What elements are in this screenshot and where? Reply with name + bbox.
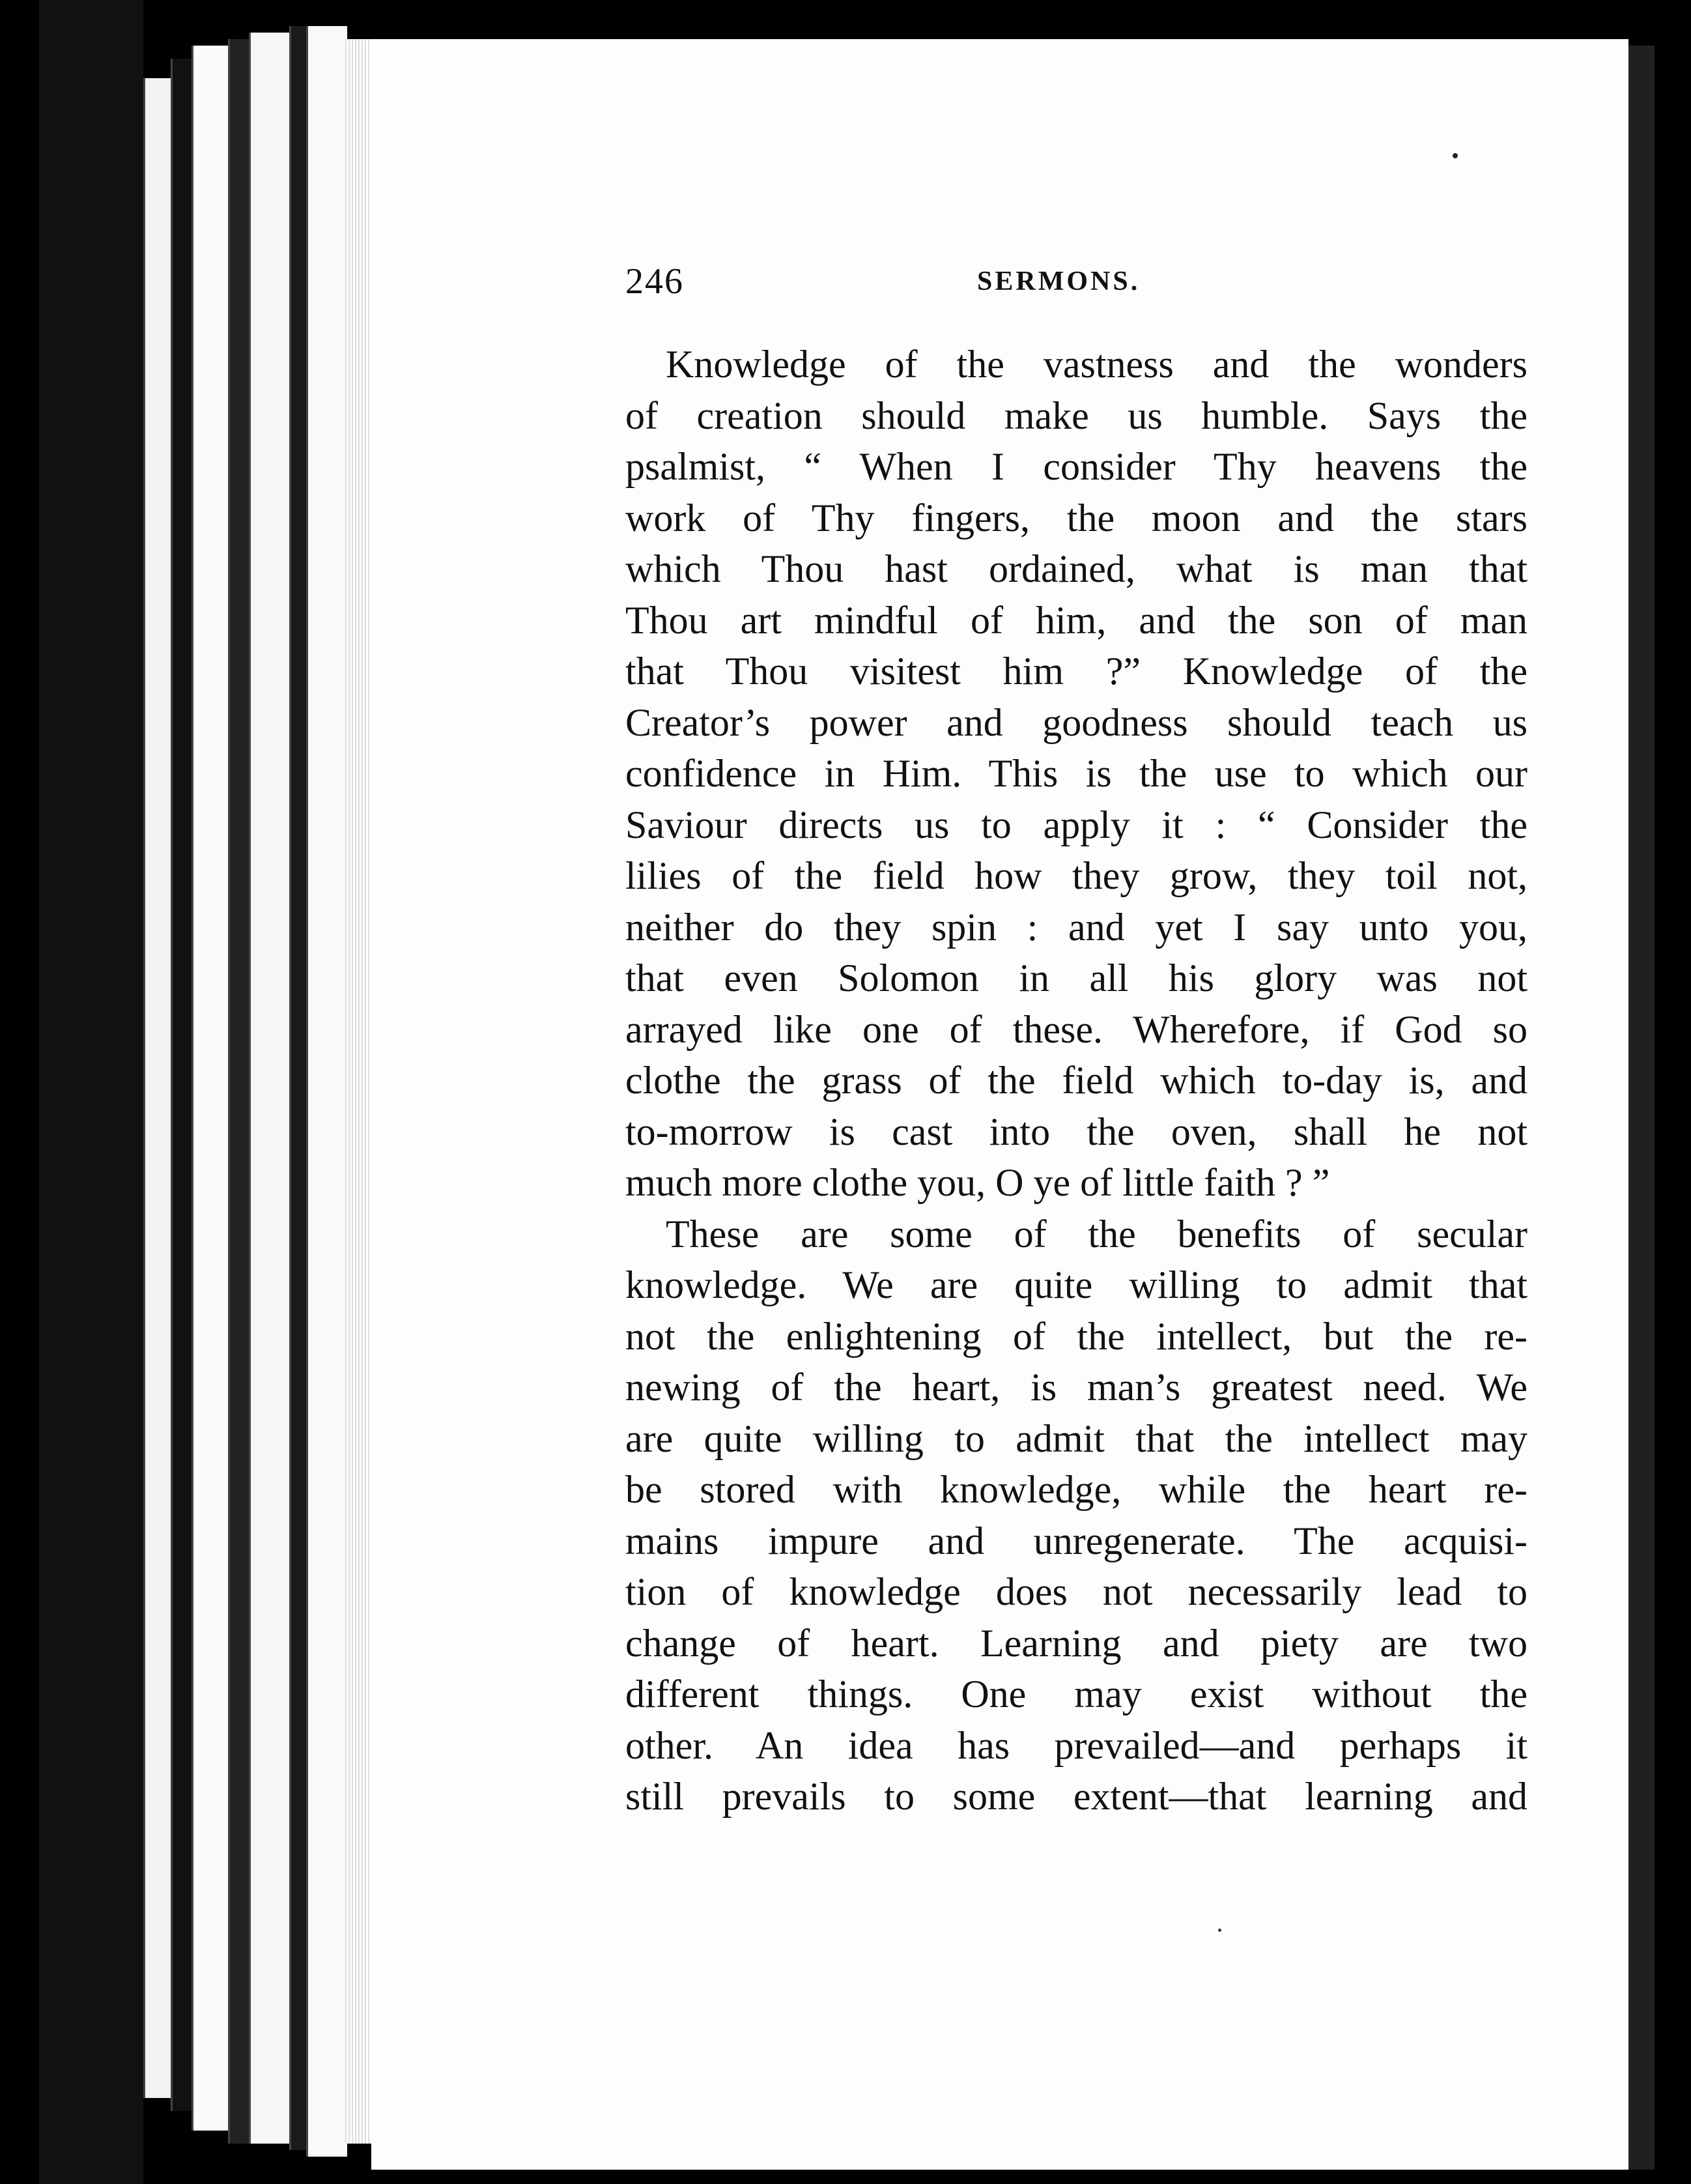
page-stack-edge: [171, 59, 192, 2111]
running-head: [625, 261, 1524, 313]
print-speck: [1218, 1929, 1221, 1932]
text-line: confidence in Him. This is the use to which our: [625, 752, 1528, 795]
text-line: lilies of the field how they grow, they toil not,: [625, 854, 1528, 897]
text-line: knowledge. We are quite willing to admit that: [625, 1263, 1528, 1306]
text-line: psalmist, “ When I consider Thy heavens the: [625, 445, 1528, 488]
text-line: other. An idea has prevailed—and perhaps it: [625, 1723, 1528, 1767]
page-stack-edge: [192, 46, 229, 2131]
text-line: to-morrow is cast into the oven, shall he not: [625, 1110, 1528, 1153]
page-fore-edges: [345, 39, 371, 2144]
body-text: [625, 339, 1528, 1822]
paragraph: [625, 1209, 1528, 1822]
text-line: different things. One may exist without the: [625, 1673, 1528, 1716]
printed-page: [371, 39, 1628, 2170]
binding-gutter: [1628, 46, 1655, 2170]
text-line: neither do they spin : and yet I say unto you,: [625, 905, 1528, 949]
book-cover-edge: [39, 0, 143, 2184]
text-line: change of heart. Learning and piety are two: [625, 1621, 1528, 1665]
text-line: are quite willing to admit that the intellect may: [625, 1416, 1528, 1460]
book-binding: [1655, 0, 1691, 2184]
text-line: which Thou hast ordained, what is man that: [625, 547, 1528, 590]
paragraph: [625, 339, 1528, 1209]
text-line: much more clothe you, O ye of little faith ? ”: [625, 1161, 1330, 1204]
text-line: of creation should make us humble. Says the: [625, 394, 1528, 437]
page-stack-edge: [143, 78, 171, 2098]
text-line: still prevails to some extent—that learning and: [625, 1775, 1528, 1818]
page-stack-edge: [306, 26, 347, 2157]
page-stack-edge: [228, 39, 249, 2144]
text-line: clothe the grass of the field which to-day is, and: [625, 1059, 1528, 1102]
text-line: Thou art mindful of him, and the son of man: [625, 598, 1528, 642]
text-line: tion of knowledge does not necessarily lead to: [625, 1570, 1528, 1613]
page-number: 246: [625, 261, 684, 302]
print-speck: [1453, 153, 1458, 158]
text-line: newing of the heart, is man’s greatest need. We: [625, 1366, 1528, 1409]
text-line: Saviour directs us to apply it : “ Consider the: [625, 803, 1528, 846]
text-line: Creator’s power and goodness should teach us: [625, 700, 1528, 744]
text-line: These are some of the benefits of secular: [666, 1212, 1528, 1256]
text-line: that Thou visitest him ?” Knowledge of the: [625, 650, 1528, 693]
text-line: not the enlightening of the intellect, but the re-: [625, 1314, 1528, 1358]
text-line: work of Thy fingers, the moon and the stars: [625, 496, 1528, 539]
text-line: Knowledge of the vastness and the wonders: [666, 343, 1528, 386]
page-stack-edge: [289, 26, 307, 2150]
running-title: SERMONS.: [977, 266, 1141, 296]
text-line: that even Solomon in all his glory was not: [625, 956, 1528, 999]
text-line: arrayed like one of these. Wherefore, if God so: [625, 1007, 1528, 1051]
text-line: be stored with knowledge, while the heart re-: [625, 1468, 1528, 1511]
page-stack-edge: [249, 33, 290, 2144]
text-line: mains impure and unregenerate. The acquisi-: [625, 1519, 1528, 1562]
